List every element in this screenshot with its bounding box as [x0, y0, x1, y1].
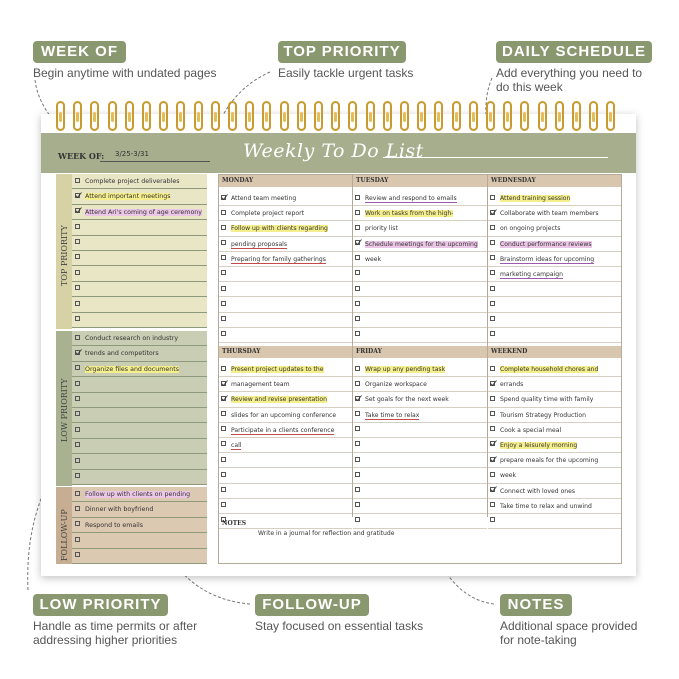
- spiral-coil: [572, 101, 581, 131]
- checkbox-icon[interactable]: [490, 366, 495, 371]
- week-of-value[interactable]: 3/25-3/31: [115, 150, 149, 158]
- checked-box-icon[interactable]: [490, 487, 495, 492]
- daily-schedule-badge: DAILY SCHEDULE: [496, 41, 652, 63]
- task-row[interactable]: [353, 453, 487, 468]
- day-column-weekend: [488, 362, 621, 529]
- checkbox-icon[interactable]: [221, 426, 226, 431]
- spiral-coil: [417, 101, 426, 131]
- task-row[interactable]: [488, 206, 621, 221]
- spiral-coil: [400, 101, 409, 131]
- follow-up-label: FOLLOW-UP: [60, 509, 69, 561]
- spiral-coil: [159, 101, 168, 131]
- title-underline: [383, 157, 608, 158]
- spiral-coil: [503, 101, 512, 131]
- task-row[interactable]: [72, 549, 207, 564]
- task-row[interactable]: [72, 346, 207, 361]
- checkbox-icon[interactable]: [75, 506, 80, 511]
- task-text: Attend training session: [500, 195, 571, 202]
- checkbox-icon[interactable]: [490, 240, 495, 245]
- checkbox-icon[interactable]: [75, 537, 80, 542]
- checkbox-icon[interactable]: [75, 427, 80, 432]
- daily-schedule-caption-1: Add everything you need to: [496, 66, 643, 80]
- task-row[interactable]: [488, 453, 621, 468]
- task-row[interactable]: [353, 499, 487, 514]
- checkbox-icon[interactable]: [355, 381, 360, 386]
- task-text: on ongoing projects: [500, 225, 561, 233]
- checkbox-icon[interactable]: [75, 458, 80, 463]
- checkbox-icon[interactable]: [75, 491, 80, 496]
- task-text: Complete project report: [231, 210, 305, 218]
- task-text: Attend Ari's coming of age ceremony: [85, 208, 203, 216]
- checkbox-icon[interactable]: [355, 517, 360, 522]
- notes-label: NOTES: [222, 520, 247, 527]
- task-text: Conduct performance reviews: [500, 240, 592, 248]
- spiral-coil: [606, 101, 615, 131]
- task-text: Respond to emails: [85, 521, 144, 529]
- task-row[interactable]: [488, 237, 621, 252]
- task-row[interactable]: [219, 362, 352, 377]
- task-text: Wrap up any pending task: [365, 366, 446, 373]
- task-text: Preparing for family gatherings: [231, 255, 326, 263]
- spiral-coil: [280, 101, 289, 131]
- task-row[interactable]: [353, 468, 487, 483]
- checkbox-icon[interactable]: [221, 366, 226, 371]
- checkbox-icon[interactable]: [355, 301, 360, 306]
- task-row[interactable]: [219, 237, 352, 252]
- task-row[interactable]: [353, 514, 487, 529]
- checkbox-icon[interactable]: [490, 301, 495, 306]
- task-row[interactable]: [72, 454, 207, 469]
- checkbox-icon[interactable]: [490, 517, 495, 522]
- checkbox-icon[interactable]: [355, 210, 360, 215]
- checkbox-icon[interactable]: [75, 178, 80, 183]
- task-row[interactable]: [488, 297, 621, 312]
- checkbox-icon[interactable]: [221, 270, 226, 275]
- task-row[interactable]: [219, 252, 352, 267]
- task-text: Organize workspace: [365, 381, 427, 389]
- checkbox-icon[interactable]: [221, 316, 226, 321]
- day-column-tuesday: [353, 191, 487, 343]
- checkbox-icon[interactable]: [490, 255, 495, 260]
- task-row[interactable]: [219, 191, 352, 206]
- task-row[interactable]: [488, 423, 621, 438]
- daily-schedule-caption-2: do this week: [496, 80, 563, 94]
- checkbox-icon[interactable]: [75, 270, 80, 275]
- task-row[interactable]: [72, 282, 207, 297]
- low-priority-label: LOW PRIORITY: [60, 378, 69, 442]
- checked-box-icon[interactable]: [75, 193, 80, 198]
- top-priority-list: [72, 174, 207, 328]
- task-row[interactable]: [488, 191, 621, 206]
- task-row[interactable]: [488, 328, 621, 343]
- task-text: week: [365, 255, 382, 263]
- task-text: pending proposals: [231, 240, 288, 248]
- task-row[interactable]: [72, 439, 207, 454]
- spiral-coil: [142, 101, 151, 131]
- spiral-coil: [452, 101, 461, 131]
- task-row[interactable]: [72, 266, 207, 281]
- checkbox-icon[interactable]: [75, 335, 80, 340]
- day-column-friday: [353, 362, 487, 529]
- task-row[interactable]: [72, 408, 207, 423]
- task-row[interactable]: [488, 221, 621, 236]
- task-text: management team: [231, 381, 290, 389]
- checkbox-icon[interactable]: [221, 502, 226, 507]
- task-row[interactable]: [353, 377, 487, 392]
- week-of-caption: Begin anytime with undated pages: [33, 66, 217, 80]
- checkbox-icon[interactable]: [221, 255, 226, 260]
- task-text: Attend important meetings: [85, 193, 171, 201]
- task-row[interactable]: [72, 251, 207, 266]
- checked-box-icon[interactable]: [221, 195, 226, 200]
- task-text: Follow up with clients regarding: [231, 225, 328, 233]
- task-row[interactable]: [488, 499, 621, 514]
- task-row[interactable]: [488, 484, 621, 499]
- task-text: Work on tasks from the high-: [365, 210, 454, 218]
- checkbox-icon[interactable]: [355, 286, 360, 291]
- top-priority-caption: Easily tackle urgent tasks: [278, 66, 414, 80]
- low-priority-badge: LOW PRIORITY: [33, 594, 168, 616]
- checkbox-icon[interactable]: [355, 411, 360, 416]
- checkbox-icon[interactable]: [75, 224, 80, 229]
- task-row[interactable]: [219, 438, 352, 453]
- task-text: Take time to relax: [365, 411, 420, 419]
- checkbox-icon[interactable]: [221, 472, 226, 477]
- task-text: Complete household chores and: [500, 366, 599, 373]
- task-text: slides for an upcoming conference: [231, 411, 337, 419]
- task-row[interactable]: [353, 484, 487, 499]
- spiral-coil: [90, 101, 99, 131]
- spiral-coil: [262, 101, 271, 131]
- checkbox-icon[interactable]: [355, 270, 360, 275]
- task-text: Brainstorm ideas for upcoming: [500, 255, 595, 263]
- checkbox-icon[interactable]: [355, 472, 360, 477]
- checkbox-icon[interactable]: [490, 502, 495, 507]
- task-text: errands: [500, 381, 524, 389]
- task-text: Set goals for the next week: [365, 396, 449, 404]
- task-row[interactable]: [72, 331, 207, 346]
- task-text: Follow up with clients on pending: [85, 491, 191, 498]
- day-header-wednesday: WEDNESDAY: [488, 175, 621, 187]
- checkbox-icon[interactable]: [490, 396, 495, 401]
- checkbox-icon[interactable]: [355, 316, 360, 321]
- checkbox-icon[interactable]: [75, 552, 80, 557]
- day-column-wednesday: [488, 191, 621, 343]
- task-row[interactable]: [488, 408, 621, 423]
- top-priority-label: TOP PRIORITY: [60, 225, 69, 286]
- notes-text[interactable]: Write in a journal for reflection and gratitude: [258, 530, 395, 537]
- task-text: Review and revise presentation: [231, 396, 327, 404]
- checkbox-icon[interactable]: [490, 472, 495, 477]
- task-text: call: [231, 441, 242, 449]
- checked-box-icon[interactable]: [355, 396, 360, 401]
- spiral-coil: [589, 101, 598, 131]
- task-row[interactable]: [219, 221, 352, 236]
- spiral-coil: [366, 101, 375, 131]
- task-text: Present project updates to the: [231, 366, 324, 373]
- checkbox-icon[interactable]: [221, 240, 226, 245]
- task-row[interactable]: [353, 408, 487, 423]
- task-row[interactable]: [72, 533, 207, 548]
- task-text: Dinner with boyfriend: [85, 506, 154, 514]
- task-text: prepare meals for the upcoming: [500, 457, 599, 465]
- task-row[interactable]: [219, 297, 352, 312]
- task-row[interactable]: [353, 282, 487, 297]
- checkbox-icon[interactable]: [75, 365, 80, 370]
- task-row[interactable]: [488, 313, 621, 328]
- spiral-coil: [486, 101, 495, 131]
- checkbox-icon[interactable]: [355, 457, 360, 462]
- notes-caption-2: for note-taking: [500, 633, 577, 647]
- checked-box-icon[interactable]: [355, 240, 360, 245]
- checkbox-icon[interactable]: [221, 286, 226, 291]
- notes-badge: NOTES: [500, 594, 572, 616]
- checkbox-icon[interactable]: [490, 331, 495, 336]
- checkbox-icon[interactable]: [75, 381, 80, 386]
- task-row[interactable]: [353, 438, 487, 453]
- spiral-coil: [176, 101, 185, 131]
- task-row[interactable]: [488, 252, 621, 267]
- task-row[interactable]: [72, 297, 207, 312]
- checkbox-icon[interactable]: [221, 487, 226, 492]
- spiral-coil: [108, 101, 117, 131]
- checkbox-icon[interactable]: [221, 457, 226, 462]
- task-text: Take time to relax and unwind: [500, 502, 592, 510]
- task-row[interactable]: [353, 221, 487, 236]
- task-text: week: [500, 472, 517, 480]
- checkbox-icon[interactable]: [75, 473, 80, 478]
- task-row[interactable]: [488, 514, 621, 529]
- low-priority-list: [72, 331, 207, 485]
- checkbox-icon[interactable]: [355, 441, 360, 446]
- spiral-coil: [383, 101, 392, 131]
- task-text: marketing campaign: [500, 270, 564, 278]
- follow-up-list: [72, 487, 207, 564]
- task-row[interactable]: [219, 484, 352, 499]
- spiral-coil: [469, 101, 478, 131]
- task-text: Schedule meetings for the upcoming: [365, 240, 478, 248]
- day-header-weekend: WEEKEND: [488, 346, 621, 358]
- spiral-coil: [73, 101, 82, 131]
- task-text: priority list: [365, 225, 398, 233]
- day-column-monday: [219, 191, 352, 343]
- task-row[interactable]: [219, 377, 352, 392]
- task-text: Participate in a clients conference: [231, 426, 335, 434]
- week-of-badge: WEEK OF: [33, 41, 126, 63]
- checkbox-icon[interactable]: [490, 195, 495, 200]
- task-row[interactable]: [488, 362, 621, 377]
- task-text: Organize files and documents: [85, 365, 179, 373]
- checkbox-icon[interactable]: [221, 411, 226, 416]
- checkbox-icon[interactable]: [221, 225, 226, 230]
- low-priority-caption-1: Handle as time permits or after: [33, 619, 198, 633]
- task-row[interactable]: [72, 487, 207, 502]
- task-text: Review and respond to emails: [365, 195, 457, 202]
- task-text: Collaborate with team members: [500, 210, 599, 218]
- task-text: Cook a special meal: [500, 426, 562, 434]
- checked-box-icon[interactable]: [490, 210, 495, 215]
- spiral-coil: [228, 101, 237, 131]
- checkbox-icon[interactable]: [75, 254, 80, 259]
- checkbox-icon[interactable]: [355, 502, 360, 507]
- checkbox-icon[interactable]: [490, 411, 495, 416]
- top-priority-badge: TOP PRIORITY: [278, 41, 406, 63]
- task-row[interactable]: [219, 206, 352, 221]
- checkbox-icon[interactable]: [355, 426, 360, 431]
- task-row[interactable]: [353, 206, 487, 221]
- checkbox-icon[interactable]: [221, 301, 226, 306]
- spiral-coil: [520, 101, 529, 131]
- follow-up-badge: FOLLOW-UP: [255, 594, 369, 616]
- week-of-underline: [100, 161, 210, 162]
- task-row[interactable]: [219, 328, 352, 343]
- checkbox-icon[interactable]: [490, 286, 495, 291]
- task-row[interactable]: [488, 468, 621, 483]
- task-text: Connect with loved ones: [500, 487, 576, 495]
- checkbox-icon[interactable]: [490, 270, 495, 275]
- checkbox-icon[interactable]: [490, 426, 495, 431]
- checkbox-icon[interactable]: [355, 225, 360, 230]
- task-text: Tourism Strategy Production: [500, 411, 586, 419]
- checkbox-icon[interactable]: [75, 396, 80, 401]
- day-column-thursday: [219, 362, 352, 529]
- task-row[interactable]: [353, 237, 487, 252]
- spiral-coil: [538, 101, 547, 131]
- checkbox-icon[interactable]: [355, 331, 360, 336]
- task-row[interactable]: [219, 453, 352, 468]
- task-row[interactable]: [488, 267, 621, 282]
- task-row[interactable]: [72, 236, 207, 251]
- checkbox-icon[interactable]: [355, 255, 360, 260]
- task-row[interactable]: [353, 423, 487, 438]
- task-text: Enjoy a leisurely morning: [500, 441, 578, 449]
- day-header-monday: MONDAY: [219, 175, 352, 187]
- spiral-coil: [245, 101, 254, 131]
- task-row[interactable]: [219, 408, 352, 423]
- spiral-coil: [297, 101, 306, 131]
- task-row[interactable]: [72, 377, 207, 392]
- week-of-label: WEEK OF:: [58, 151, 105, 161]
- task-row[interactable]: [353, 297, 487, 312]
- spiral-coil: [555, 101, 564, 131]
- spiral-coil: [348, 101, 357, 131]
- day-header-tuesday: TUESDAY: [353, 175, 487, 187]
- checkbox-icon[interactable]: [75, 285, 80, 290]
- task-text: Complete project deliverables: [85, 178, 180, 185]
- task-row[interactable]: [219, 267, 352, 282]
- task-row[interactable]: [488, 282, 621, 297]
- checked-box-icon[interactable]: [490, 457, 495, 462]
- checked-box-icon[interactable]: [490, 381, 495, 386]
- checked-box-icon[interactable]: [75, 208, 80, 213]
- checkbox-icon[interactable]: [355, 366, 360, 371]
- spiral-coil: [331, 101, 340, 131]
- task-row[interactable]: [219, 468, 352, 483]
- task-row[interactable]: [219, 282, 352, 297]
- checkbox-icon[interactable]: [490, 316, 495, 321]
- task-row[interactable]: [72, 189, 207, 204]
- task-row[interactable]: [72, 502, 207, 517]
- task-row[interactable]: [353, 267, 487, 282]
- planner-title: Weekly To Do List: [243, 140, 424, 162]
- task-row[interactable]: [488, 377, 621, 392]
- checkbox-icon[interactable]: [355, 487, 360, 492]
- task-text: Attend team meeting: [231, 195, 297, 202]
- spiral-coil: [194, 101, 203, 131]
- day-header-thursday: THURSDAY: [219, 346, 352, 358]
- spiral-coil: [56, 101, 65, 131]
- task-row[interactable]: [72, 313, 207, 328]
- checkbox-icon[interactable]: [75, 301, 80, 306]
- follow-up-caption: Stay focused on essential tasks: [255, 619, 424, 633]
- task-text: Conduct research on industry: [85, 335, 179, 342]
- low-priority-caption-2: addressing higher priorities: [33, 633, 178, 647]
- task-row[interactable]: [72, 220, 207, 235]
- spiral-coil: [211, 101, 220, 131]
- task-row[interactable]: [219, 423, 352, 438]
- checkbox-icon[interactable]: [75, 442, 80, 447]
- checked-box-icon[interactable]: [490, 441, 495, 446]
- task-row[interactable]: [72, 174, 207, 189]
- checked-box-icon[interactable]: [221, 381, 226, 386]
- task-row[interactable]: [72, 470, 207, 485]
- checkbox-icon[interactable]: [490, 225, 495, 230]
- task-row[interactable]: [72, 518, 207, 533]
- task-row[interactable]: [353, 252, 487, 267]
- task-row[interactable]: [353, 313, 487, 328]
- checkbox-icon[interactable]: [221, 210, 226, 215]
- task-row[interactable]: [353, 191, 487, 206]
- task-row[interactable]: [353, 392, 487, 407]
- checkbox-icon[interactable]: [221, 331, 226, 336]
- checked-box-icon[interactable]: [221, 396, 226, 401]
- spiral-coil: [314, 101, 323, 131]
- task-row[interactable]: [353, 362, 487, 377]
- checkbox-icon[interactable]: [75, 316, 80, 321]
- checkbox-icon[interactable]: [75, 411, 80, 416]
- spiral-coil: [125, 101, 134, 131]
- task-row[interactable]: [72, 205, 207, 220]
- spiral-coil: [434, 101, 443, 131]
- task-row[interactable]: [488, 392, 621, 407]
- task-row[interactable]: [219, 313, 352, 328]
- checkbox-icon[interactable]: [221, 441, 226, 446]
- task-row[interactable]: [353, 328, 487, 343]
- task-row[interactable]: [72, 423, 207, 438]
- day-header-friday: FRIDAY: [353, 346, 487, 358]
- task-row[interactable]: [219, 499, 352, 514]
- task-row[interactable]: [488, 438, 621, 453]
- checkbox-icon[interactable]: [75, 521, 80, 526]
- checkbox-icon[interactable]: [75, 239, 80, 244]
- task-row[interactable]: [72, 362, 207, 377]
- task-row[interactable]: [219, 392, 352, 407]
- task-text: trends and competitors: [85, 350, 159, 358]
- spiral-binding: [56, 101, 626, 133]
- checked-box-icon[interactable]: [75, 350, 80, 355]
- task-text: Spend quality time with family: [500, 396, 594, 404]
- notes-caption-1: Additional space provided: [500, 619, 638, 633]
- checkbox-icon[interactable]: [355, 195, 360, 200]
- task-row[interactable]: [72, 393, 207, 408]
